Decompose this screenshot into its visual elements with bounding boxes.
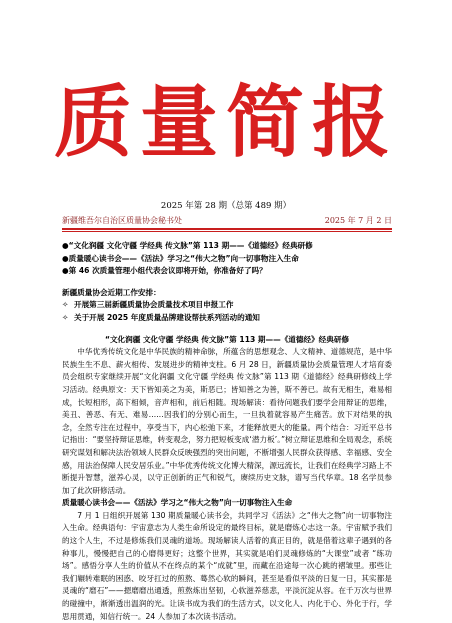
diamond-star-icon: ✧ (62, 312, 69, 322)
article-reading-club (62, 497, 392, 623)
publisher-name: 新疆维吾尔自治区质量协会秘书处 (62, 216, 182, 225)
notice-item (62, 312, 392, 325)
notice-heading: 新疆质量协会近期工作安排： (62, 287, 161, 297)
bullet-icon: ● (62, 253, 69, 263)
header-rule-thick (62, 228, 392, 230)
highlight-text: “文化润疆 文化守疆 学经典 传文脉”第 113 期——《道德经》经典研修 (68, 241, 313, 250)
article-title: 质量暖心读书会——《活法》学习之“伟大之物”向一切事物注入生命 (62, 498, 293, 508)
article-title: “文化润疆 文化守疆 学经典 传文脉”第 113 期——《道德经》经典研修 (104, 334, 350, 344)
highlights-list (62, 240, 392, 278)
highlight-text: 第 46 次质量管理小组代表会议即将开始，你准备好了吗？ (68, 266, 267, 276)
notice-item (62, 299, 392, 312)
notice-section (62, 287, 392, 325)
publish-date: 2025 年 7 月 2 日 (324, 216, 392, 225)
notice-item-text: 关于开展 2025 年度质量品牌建设帮扶系列活动的通知 (74, 312, 260, 322)
bullet-icon: ● (62, 266, 69, 276)
highlight-item (62, 253, 392, 266)
highlight-item (62, 265, 392, 278)
diamond-star-icon: ✧ (62, 300, 69, 310)
publisher-row (62, 215, 392, 227)
newsletter-body (62, 234, 392, 623)
highlight-item (62, 240, 392, 253)
article-body: 中华优秀传统文化是中华民族的精神命脉，所蕴含的思想观念、人文精神、道德规范，是中华民族生生不息、薪火相传、发展进步的精神支柱。6 月 28 日，新疆质量协会质量管理人才培育委员会组织专家继续开展“文化润疆 文化守疆 学经典 传文脉”第 113 期《道德经》经典研修线上学习活动。经典原文：天下皆知美之为美，斯恶已；皆知善之为善，斯不善已。故有无相生，难易相成，长短相形，高下相倾，音声相和，前后相随。现场解读：看待问题我们要学会用辩证的思维，美丑、善恶、有无、难易……因我们的分别心而生，一旦执着就容易产生痛苦。放下对结果的执念，全然专注在过程中，享受当下，内心松弛下来，才能释放更大的能量。两个结合：习近平总书记指出：“要坚持辩证思维，转变观念，努力把短板变成‘潜力板’。”树立辩证思维和全局观念，系统研究谋划和解决法治领域人民群众反映强烈的突出问题，不断增强人民群众获得感、幸福感、安全感，用法治保障人民安居乐业。”中华优秀传统文化博大精深，源远流长，让我们在经典学习路上不断提升智慧，滋养心灵，以守正创新的正气和锐气，赓续历史文脉，谱写当代华章。18 名学员参加了此次研修活动。 (62, 347, 392, 495)
highlight-text: 质量暖心读书会——《活法》学习之“伟大之物”向一切事物注入生命 (68, 253, 299, 263)
header-rule-thin (62, 231, 392, 232)
masthead-title: 质量简报 (53, 77, 398, 168)
article-daodejing (62, 334, 392, 498)
notice-item-text: 开展第三届新疆质量协会质量技术项目申报工作 (74, 300, 234, 310)
issue-number: 2025 年第 28 期（总第 489 期） (160, 201, 292, 211)
article-body: 7 月 1 日组织开展第 130 期质量暖心读书会，共同学习《活法》之“伟大之物”向一切事物注入生命。经典语句：宇宙意志为人类生命所设定的最终目标，就是磨炼心志这一条。宇宙赋予我们的这个人生，不过是修炼我们灵魂的道场。现场解读人活着的真正目的，就是借着这辈子遇到的各种事儿，慢慢把自己的心磨得更好；这整个世界，其实就是咱们灵魂修炼的“大课堂”或者 “练功场”。感悟分享人生的价值从不在终点的某个“成就”里，而藏在沿途每一次心跳的褶皱里。那些让我们辗转难眠的困惑、咬牙扛过的煎熬、蓦然心软的瞬间，甚至是看似平淡的日复一日，其实都是灵魂的“磨石”——摁磨磨出通透，煎熬炼出坚韧，心软滋养慈悲，平淡沉淀从容。在千万次与世界的碰撞中，渐渐透出温润的光。让读书成为我们的生活方式，以文化人、内化于心、外化于行，学思用贯通，知信行统一。24 人参加了本次读书活动。 (62, 510, 392, 621)
bullet-icon: ● (62, 241, 69, 250)
